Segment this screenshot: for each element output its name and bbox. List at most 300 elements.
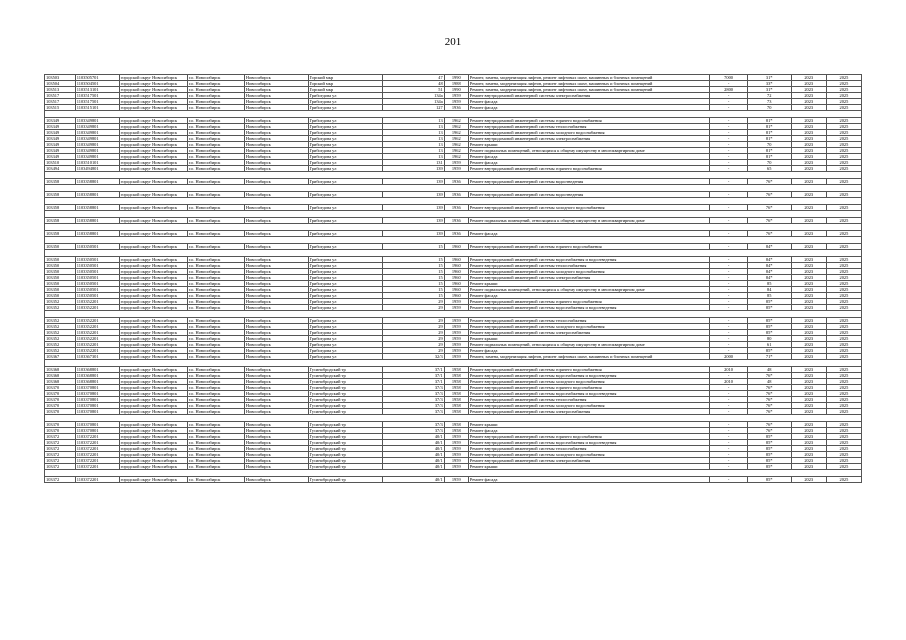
cell-municipality: г.о. Новосибирск [187,263,244,269]
cell-house-number: 29 [383,318,444,324]
cell-house-code: 1103510101 [75,160,119,166]
table-spacer-cell [747,172,791,179]
table-spacer-cell [383,250,444,257]
cell-locality: Новосибирск [244,136,308,142]
cell-municipal-district: городской округ Новосибирск [119,391,187,397]
cell-build-year: 1959 [444,299,468,305]
cell-work-type: Ремонт внутридомовой инженерной системы холодного водоснабжения [468,269,710,275]
cell-locality: Новосибирск [244,397,308,403]
table-spacer-cell [468,470,710,477]
cell-locality: Новосибирск [244,305,308,311]
cell-year-from: 2023 [791,281,826,287]
cell-year-from: 2023 [791,99,826,105]
cell-build-year: 1936 [444,105,468,111]
cell-municipal-district: городской округ Новосибирск [119,166,187,172]
table-spacer-cell [75,311,119,318]
cell-cost: - [710,336,747,342]
cell-wear-percent: 85* [747,452,791,458]
cell-cost: - [710,205,747,211]
cell-municipality: г.о. Новосибирск [187,160,244,166]
cell-house-number: 40/1 [383,452,444,458]
cell-object-id: 103372 [45,446,76,452]
cell-street: Грибоедова ул [308,142,383,148]
table-spacer-cell [710,360,747,367]
table-spacer-cell [45,360,76,367]
cell-municipality: г.о. Новосибирск [187,477,244,483]
cell-street: Гусинобродский тр [308,464,383,470]
cell-cost: - [710,477,747,483]
cell-year-to: 2025 [826,244,861,250]
cell-municipality: г.о. Новосибирск [187,385,244,391]
table-spacer-row [45,185,862,192]
cell-wear-percent: 76* [747,373,791,379]
cell-cost: - [710,231,747,237]
cell-house-number: 13 [383,142,444,148]
cell-locality: Новосибирск [244,93,308,99]
cell-municipality: г.о. Новосибирск [187,130,244,136]
table-spacer-cell [119,185,187,192]
cell-house-code: 1103494801 [75,166,119,172]
table-spacer-cell [308,224,383,231]
table-spacer-cell [45,237,76,244]
cell-house-code: 1103370801 [75,428,119,434]
cell-year-from: 2023 [791,148,826,154]
cell-work-type: Ремонт внутридомовой инженерной системы горячего водоснабжения [468,385,710,391]
cell-municipal-district: городской округ Новосибирск [119,440,187,446]
cell-build-year: 1988 [444,81,468,87]
cell-house-code: 1103352201 [75,330,119,336]
table-spacer-cell [244,250,308,257]
cell-locality: Новосибирск [244,330,308,336]
cell-cost: - [710,434,747,440]
cell-locality: Новосибирск [244,118,308,124]
cell-object-id: 103370 [45,391,76,397]
cell-house-code: 1103372201 [75,464,119,470]
table-spacer-cell [308,172,383,179]
cell-year-to: 2025 [826,367,861,373]
cell-build-year: 1958 [444,409,468,415]
cell-build-year: 1959 [444,434,468,440]
cell-municipal-district: городской округ Новосибирск [119,336,187,342]
table-spacer-cell [119,198,187,205]
cell-object-id: 103350 [45,269,76,275]
cell-work-type: Ремонт внутридомовой инженерной системы холодного водоснабжения [468,452,710,458]
cell-object-id: 103370 [45,403,76,409]
cell-object-id: 103350 [45,293,76,299]
cell-object-id: 103370 [45,422,76,428]
cell-work-type: Ремонт внутридомовой инженерной системы теплоснабжения [468,124,710,130]
cell-cost: - [710,299,747,305]
cell-year-to: 2025 [826,99,861,105]
cell-work-type: Ремонт внутридомовой инженерной системы теплоснабжения [468,318,710,324]
cell-street: Грибоедова ул [308,105,383,111]
cell-house-code: 1103350501 [75,269,119,275]
cell-build-year: 1959 [444,342,468,348]
cell-year-from: 2023 [791,428,826,434]
cell-wear-percent: 65 [747,166,791,172]
table-spacer-cell [383,185,444,192]
cell-municipality: г.о. Новосибирск [187,142,244,148]
table-spacer-cell [747,360,791,367]
cell-wear-percent: 84* [747,275,791,281]
cell-locality: Новосибирск [244,205,308,211]
cell-work-type: Ремонт фасада [468,99,710,105]
cell-wear-percent: 85* [747,440,791,446]
cell-cost: - [710,293,747,299]
cell-build-year: 1959 [444,166,468,172]
table-spacer-cell [826,224,861,231]
cell-year-from: 2023 [791,318,826,324]
cell-municipal-district: городской округ Новосибирск [119,179,187,185]
cell-municipal-district: городской округ Новосибирск [119,205,187,211]
cell-municipal-district: городской округ Новосибирск [119,299,187,305]
cell-locality: Новосибирск [244,281,308,287]
cell-year-to: 2025 [826,440,861,446]
cell-municipal-district: городской округ Новосибирск [119,367,187,373]
cell-municipality: г.о. Новосибирск [187,409,244,415]
cell-work-type: Ремонт фасада [468,160,710,166]
cell-work-type: Ремонт фасада [468,428,710,434]
cell-locality: Новосибирск [244,446,308,452]
cell-house-number: 139 [383,192,444,198]
cell-year-from: 2023 [791,391,826,397]
table-spacer-cell [119,470,187,477]
table-spacer-cell [383,198,444,205]
table-spacer-cell [75,470,119,477]
cell-municipal-district: городской округ Новосибирск [119,231,187,237]
cell-street: Грибоедова ул [308,354,383,360]
cell-municipal-district: городской округ Новосибирск [119,434,187,440]
cell-municipal-district: городской округ Новосибирск [119,118,187,124]
cell-year-from: 2023 [791,446,826,452]
cell-build-year: 1962 [444,154,468,160]
cell-build-year: 1962 [444,130,468,136]
cell-house-number: 29 [383,336,444,342]
table-spacer-row [45,311,862,318]
cell-wear-percent: 76* [747,231,791,237]
cell-object-id: 103372 [45,452,76,458]
cell-wear-percent: 84* [747,269,791,275]
cell-cost: - [710,330,747,336]
cell-municipal-district: городской округ Новосибирск [119,275,187,281]
cell-cost: - [710,179,747,185]
cell-object-id: 103352 [45,305,76,311]
cell-house-code: 1103370801 [75,422,119,428]
cell-house-code: 1103349801 [75,142,119,148]
cell-house-number: 139 [383,231,444,237]
cell-build-year: 1958 [444,403,468,409]
cell-municipal-district: городской округ Новосибирск [119,192,187,198]
cell-locality: Новосибирск [244,166,308,172]
cell-municipal-district: городской округ Новосибирск [119,373,187,379]
cell-house-number: 37/3 [383,422,444,428]
cell-house-code: 1103352201 [75,305,119,311]
cell-street: Грибоедова ул [308,318,383,324]
cell-work-type: Ремонт подвальных помещений, относящихся к общему имуществу в многоквартирном доме [468,218,710,224]
cell-object-id: 103368 [45,379,76,385]
cell-wear-percent: 81* [747,118,791,124]
cell-object-id: 103372 [45,477,76,483]
cell-wear-percent: 84 [747,287,791,293]
cell-year-from: 2023 [791,142,826,148]
cell-municipality: г.о. Новосибирск [187,318,244,324]
cell-house-number: 37/3 [383,391,444,397]
cell-object-id: 103358 [45,192,76,198]
cell-wear-percent: 61 [747,342,791,348]
cell-municipal-district: городской округ Новосибирск [119,142,187,148]
cell-house-number: 40/1 [383,446,444,452]
cell-municipal-district: городской округ Новосибирск [119,287,187,293]
cell-work-type: Ремонт внутридомовой инженерной системы холодного водоснабжения [468,205,710,211]
cell-object-id: 103513 [45,87,76,93]
cell-municipality: г.о. Новосибирск [187,452,244,458]
cell-house-number: 131 [383,160,444,166]
cell-house-code: 1103358801 [75,218,119,224]
cell-street: Гусинобродский тр [308,446,383,452]
cell-year-to: 2025 [826,452,861,458]
cell-municipality: г.о. Новосибирск [187,75,244,81]
cell-house-code: 1103517501 [75,93,119,99]
table-spacer-cell [244,237,308,244]
table-spacer-cell [308,111,383,118]
table-spacer-cell [45,172,76,179]
cell-year-from: 2023 [791,452,826,458]
cell-object-id: 103370 [45,385,76,391]
cell-wear-percent: 85* [747,305,791,311]
cell-build-year: 1936 [444,179,468,185]
cell-work-type: Ремонт крыши [468,281,710,287]
cell-year-to: 2025 [826,354,861,360]
cell-object-id: 103350 [45,281,76,287]
cell-build-year: 1959 [444,348,468,354]
cell-object-id: 103515 [45,105,76,111]
cell-year-from: 2023 [791,434,826,440]
cell-house-number: 15 [383,293,444,299]
cell-street: Горский мкр [308,81,383,87]
cell-wear-percent: 80 [747,336,791,342]
table-spacer-cell [747,311,791,318]
cell-cost: - [710,218,747,224]
cell-build-year: 1990 [444,75,468,81]
cell-cost: - [710,318,747,324]
cell-object-id: 103503 [45,75,76,81]
cell-house-number: 37/3 [383,397,444,403]
cell-locality: Новосибирск [244,342,308,348]
cell-locality: Новосибирск [244,385,308,391]
cell-municipal-district: городской округ Новосибирск [119,477,187,483]
cell-year-from: 2023 [791,336,826,342]
cell-house-number: 15 [383,263,444,269]
cell-cost: - [710,160,747,166]
cell-municipal-district: городской округ Новосибирск [119,281,187,287]
cell-locality: Новосибирск [244,293,308,299]
cell-municipal-district: городской округ Новосибирск [119,464,187,470]
cell-municipality: г.о. Новосибирск [187,434,244,440]
cell-year-to: 2025 [826,130,861,136]
cell-street: Гусинобродский тр [308,373,383,379]
cell-house-code: 1103352201 [75,318,119,324]
cell-cost: - [710,130,747,136]
cell-work-type: Ремонт внутридомовой инженерной системы холодного водоснабжения [468,379,710,385]
cell-municipal-district: городской округ Новосибирск [119,428,187,434]
cell-work-type: Ремонт крыши [468,422,710,428]
cell-municipality: г.о. Новосибирск [187,148,244,154]
cell-municipal-district: городской округ Новосибирск [119,81,187,87]
cell-year-to: 2025 [826,160,861,166]
cell-house-number: 29 [383,342,444,348]
cell-house-code: 1103350501 [75,275,119,281]
cell-street: Грибоедова ул [308,192,383,198]
table-spacer-cell [187,311,244,318]
table-spacer-cell [791,250,826,257]
cell-street: Гусинобродский тр [308,452,383,458]
cell-work-type: Ремонт внутридомовой инженерной системы электроснабжения [468,275,710,281]
table-spacer-cell [710,185,747,192]
cell-locality: Новосибирск [244,434,308,440]
cell-locality: Новосибирск [244,287,308,293]
table-spacer-cell [244,470,308,477]
cell-street: Гусинобродский тр [308,428,383,434]
table-spacer-cell [119,237,187,244]
cell-house-number: 15 [383,244,444,250]
cell-cost: - [710,464,747,470]
cell-municipality: г.о. Новосибирск [187,218,244,224]
cell-work-type: Ремонт подвальных помещений, относящихся к общему имуществу в многоквартирном доме [468,287,710,293]
cell-work-type: Ремонт внутридомовой инженерной системы горячего водоснабжения [468,299,710,305]
table-spacer-cell [119,250,187,257]
cell-work-type: Ремонт, замена, модернизация лифтов, ремонт лифтовых шахт, машинных и блочных помещений [468,87,710,93]
table-spacer-cell [244,211,308,218]
cell-year-to: 2025 [826,348,861,354]
cell-build-year: 1959 [444,452,468,458]
cell-municipal-district: городской округ Новосибирск [119,124,187,130]
cell-work-type: Ремонт крыши [468,142,710,148]
cell-house-code: 1103372201 [75,452,119,458]
cell-municipality: г.о. Новосибирск [187,205,244,211]
table-spacer-cell [444,211,468,218]
table-spacer-cell [308,415,383,422]
cell-object-id: 103349 [45,154,76,160]
table-spacer-cell [710,172,747,179]
cell-year-to: 2025 [826,324,861,330]
cell-house-code: 1103517501 [75,99,119,105]
cell-municipal-district: городской округ Новосибирск [119,269,187,275]
cell-house-number: 47 [383,75,444,81]
cell-wear-percent: 70 [747,142,791,148]
table-spacer-row [45,470,862,477]
cell-year-from: 2023 [791,409,826,415]
cell-year-to: 2025 [826,305,861,311]
table-spacer-row [45,224,862,231]
cell-locality: Новосибирск [244,275,308,281]
table-spacer-cell [45,185,76,192]
table-spacer-cell [826,250,861,257]
cell-municipal-district: городской округ Новосибирск [119,324,187,330]
cell-year-from: 2023 [791,342,826,348]
cell-wear-percent: 33* [747,81,791,87]
table-spacer-cell [75,415,119,422]
cell-year-from: 2023 [791,105,826,111]
table-spacer-cell [187,198,244,205]
cell-wear-percent: 85* [747,348,791,354]
cell-work-type: Ремонт внутридомовой инженерной системы водоотведения [468,192,710,198]
cell-cost: - [710,403,747,409]
table-spacer-cell [444,360,468,367]
cell-build-year: 1936 [444,205,468,211]
cell-municipal-district: городской округ Новосибирск [119,75,187,81]
cell-year-to: 2025 [826,464,861,470]
cell-object-id: 103370 [45,409,76,415]
table-spacer-cell [710,224,747,231]
cell-house-number: 134а [383,99,444,105]
cell-street: Грибоедова ул [308,287,383,293]
cell-build-year: 1959 [444,446,468,452]
cell-work-type: Ремонт внутридомовой инженерной системы теплоснабжения [468,397,710,403]
table-spacer-cell [710,470,747,477]
cell-object-id: 103349 [45,136,76,142]
cell-street: Грибоедова ул [308,136,383,142]
cell-cost: - [710,428,747,434]
cell-wear-percent: 84* [747,244,791,250]
table-spacer-cell [244,111,308,118]
cell-street: Горский мкр [308,75,383,81]
cell-municipal-district: городской округ Новосибирск [119,385,187,391]
table-spacer-cell [244,224,308,231]
cell-municipality: г.о. Новосибирск [187,136,244,142]
table-spacer-cell [468,311,710,318]
cell-year-from: 2023 [791,124,826,130]
table-spacer-cell [791,415,826,422]
cell-year-to: 2025 [826,275,861,281]
table-spacer-cell [383,360,444,367]
cell-year-to: 2025 [826,385,861,391]
cell-municipal-district: городской округ Новосибирск [119,93,187,99]
cell-cost: - [710,452,747,458]
cell-year-to: 2025 [826,409,861,415]
cell-house-code: 1103372201 [75,477,119,483]
table-spacer-cell [187,415,244,422]
cell-work-type: Ремонт, замена, модернизация лифтов, ремонт лифтовых шахт, машинных и блочных помещений [468,75,710,81]
cell-locality: Новосибирск [244,218,308,224]
table-spacer-cell [75,172,119,179]
table-spacer-cell [244,185,308,192]
table-spacer-cell [244,311,308,318]
cell-cost: - [710,275,747,281]
cell-house-code: 1103349801 [75,124,119,130]
table-spacer-cell [710,198,747,205]
cell-work-type: Ремонт внутридомовой инженерной системы теплоснабжения [468,263,710,269]
cell-year-from: 2023 [791,136,826,142]
table-spacer-cell [187,224,244,231]
table-spacer-row [45,360,862,367]
cell-house-code: 1103504501 [75,81,119,87]
cell-locality: Новосибирск [244,179,308,185]
cell-year-to: 2025 [826,166,861,172]
cell-house-number: 15 [383,287,444,293]
cell-locality: Новосибирск [244,299,308,305]
cell-year-from: 2023 [791,81,826,87]
cell-street: Грибоедова ул [308,293,383,299]
cell-house-number: 29 [383,348,444,354]
cell-house-code: 1103352201 [75,299,119,305]
table-spacer-cell [45,211,76,218]
cell-year-from: 2023 [791,305,826,311]
cell-object-id: 103349 [45,124,76,130]
cell-street: Гусинобродский тр [308,391,383,397]
cell-house-code: 1103350501 [75,287,119,293]
cell-cost: 2000 [710,354,747,360]
cell-wear-percent: 31* [747,75,791,81]
